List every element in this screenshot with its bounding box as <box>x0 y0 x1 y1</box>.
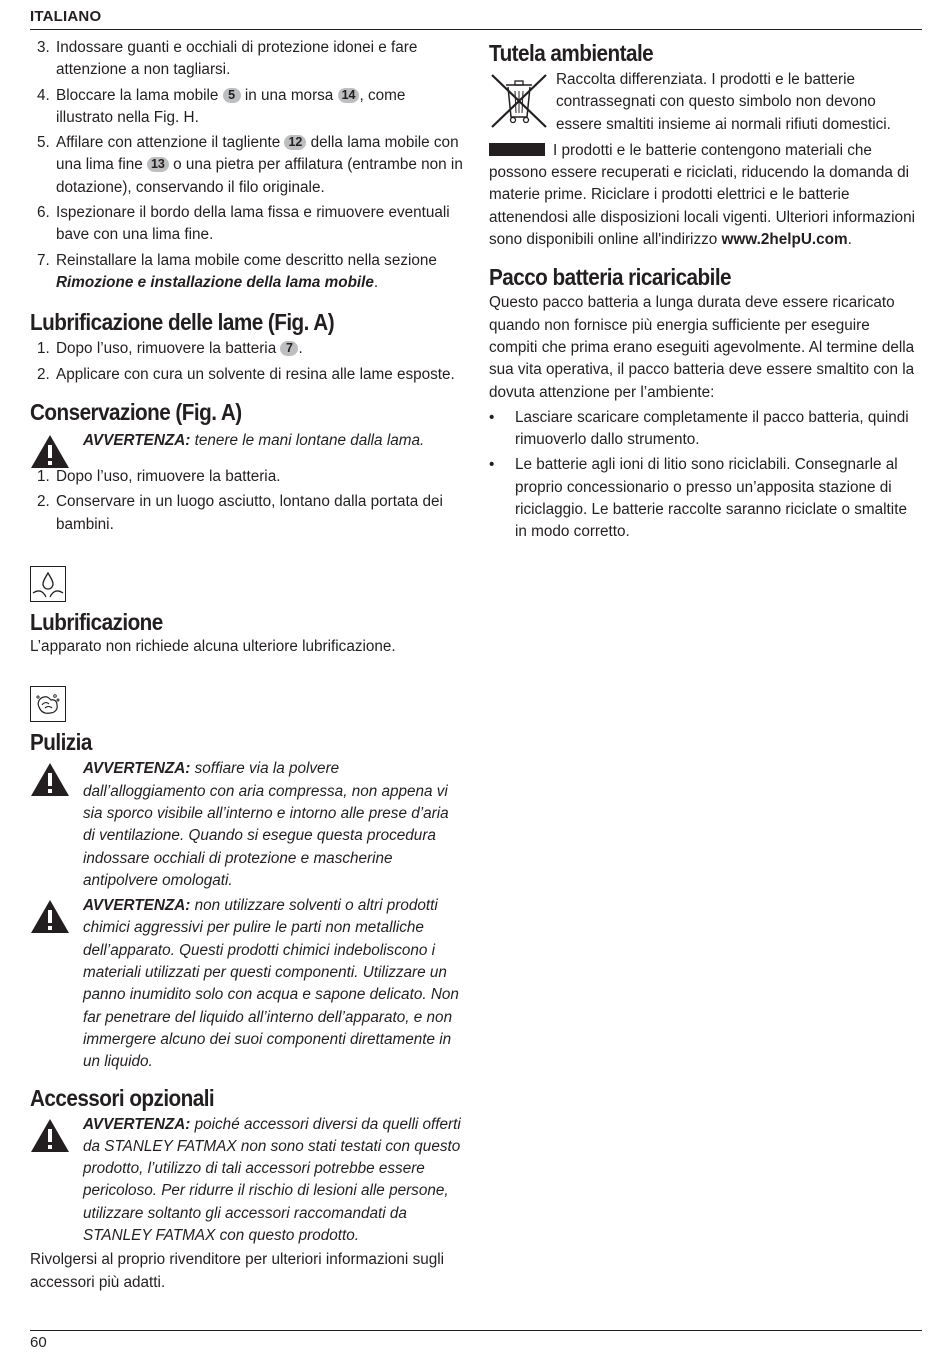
battery-bullets <box>489 407 922 544</box>
header-rule <box>30 29 922 30</box>
heading-cleaning: Pulizia <box>30 729 92 756</box>
callout-badge: 7 <box>280 341 298 356</box>
list-item: 1. Dopo l’uso, rimuovere la batteria 7 . <box>37 340 303 358</box>
storage-steps <box>30 466 464 536</box>
separate-collection-text: Raccolta differenziata. I prodotti e le batterie contrassegnati con questo simbolo non devono essere smaltiti insieme ai normali rifiuti domestici. <box>556 71 891 133</box>
lubrication-text: L’apparato non richiede alcuna ulteriore lubrificazione. <box>30 638 396 656</box>
heading-lubrication: Lubrificazione <box>30 609 163 636</box>
list-item: 2. Conservare in un luogo asciutto, lontano dalla portata dei bambini. <box>37 493 443 533</box>
list-item: 7. Reinstallare la lama mobile come descritto nella sezione Rimozione e installazione della lama mobile. <box>37 251 437 291</box>
heading-blade-lubrication: Lubrificazione delle lame (Fig. A) <box>30 309 335 336</box>
accessories-text: Rivolgersi al proprio rivenditore per ulteriori informazioni sugli accessori più adatti. <box>30 1251 445 1291</box>
page-number: 60 <box>30 1334 47 1351</box>
list-item: 2. Applicare con cura un solvente di resina alle lame esposte. <box>37 365 455 383</box>
footer-rule <box>30 1330 922 1331</box>
list-item: • Le batterie agli ioni di litio sono riciclabili. Consegnarle al proprio concessionario o presso un’apposita stazione di riciclaggio. Le batterie raccolte saranno riciclate o smaltite in modo corretto. <box>489 456 907 541</box>
crossed-bin-icon <box>489 71 549 136</box>
list-item: 6. Ispezionare il bordo della lama fissa e rimuovere eventuali bave con una lima fine. <box>37 204 450 244</box>
heading-rechargeable-battery: Pacco batteria ricaricabile <box>489 264 732 291</box>
language-label: ITALIANO <box>30 8 102 25</box>
callout-badge: 12 <box>284 135 306 150</box>
battery-text: Questo pacco batteria a lunga durata deve essere ricaricato quando non fornisce più energia sufficiente per eseguire compiti che prima erano eseguiti agevolmente. Al termine della sua vita operativa, il pacco batteria deve essere smaltito con la dovuta attenzione per l’ambiente: <box>489 294 915 401</box>
heading-optional-accessories: Accessori opzionali <box>30 1084 215 1111</box>
warning-triangle-icon <box>30 762 70 802</box>
storage-warning: AVVERTENZA: tenere le mani lontane dalla lama. <box>30 430 464 452</box>
left-column <box>30 37 464 1294</box>
callout-badge: 13 <box>147 157 169 172</box>
sharpening-steps <box>30 37 464 294</box>
callout-badge: 5 <box>223 88 241 103</box>
heading-storage: Conservazione (Fig. A) <box>30 398 242 425</box>
callout-badge: 14 <box>338 88 360 103</box>
separate-collection-block <box>489 69 922 136</box>
list-item: • Lasciare scaricare completamente il pacco batteria, quindi rimuoverlo dallo strumento. <box>489 408 909 449</box>
list-item: 5. Affilare con attenzione il tagliente 12 della lama mobile con una lima fine 13 o una pietra per affilatura (entrambe non in dotazione), conservando il filo originale. <box>37 134 463 196</box>
recycling-block: I prodotti e le batterie contengono materiali che possono essere recuperati e riciclati, riducendo la domanda di materie prime. Riciclare i prodotti elettrici e le batterie attenendosi alle disposizioni locali vigenti. Ulteriori informazioni sono disponibili online all'indirizzo www.2helpU.com. <box>489 141 915 249</box>
right-column <box>489 37 922 547</box>
cleaning-warning-1: AVVERTENZA: soffiare via la polvere dall’alloggiamento con aria compressa, non appena vi sia sporco visibile all’interno e intorno alle prese d’aria di ventilazione. Quando si esegue questa procedura indossare occhiali di protezione e mascherine antipolvere omologati. <box>30 758 464 892</box>
list-item: 3. Indossare guanti e occhiali di protezione idonei e fare attenzione a non tagliarsi. <box>37 39 418 79</box>
section-reference: Rimozione e installazione della lama mobile <box>56 273 374 291</box>
cleaning-warning-2: AVVERTENZA: non utilizzare solventi o altri prodotti chimici aggressivi per pulire le parti non metalliche dell’apparato. Questi prodotti chimici indeboliscono i materiali utilizzati per questi componenti. Utilizzare un panno inumidito solo con acqua e sapone delicato. Non far penetrare del liquido all’interno dell’apparato, e non immergere alcuno dei suoi componenti direttamente in un liquido. <box>30 895 464 1073</box>
list-item: 1. Dopo l’uso, rimuovere la batteria. <box>37 468 281 486</box>
weee-bar-icon <box>489 143 545 156</box>
list-item: 4. Bloccare la lama mobile 5 in una morsa 14 , come illustrato nella Fig. H. <box>37 86 406 126</box>
blade-lubrication-steps <box>30 338 464 386</box>
oil-drop-icon <box>30 566 66 602</box>
cleaning-hands-icon <box>30 686 66 722</box>
accessories-warning: AVVERTENZA: poiché accessori diversi da quelli offerti da STANLEY FATMAX non sono stati testati con questo prodotto, l’utilizzo di tali accessori potrebbe essere pericoloso. Per ridurre il rischio di lesioni alle persone, utilizzare soltanto gli accessori raccomandati da STANLEY FATMAX con questo prodotto. <box>30 1114 464 1248</box>
heading-environment: Tutela ambientale <box>489 40 654 66</box>
warning-triangle-icon <box>30 899 70 939</box>
warning-triangle-icon <box>30 1118 70 1158</box>
help-url-link[interactable]: www.2helpU.com <box>721 231 848 249</box>
